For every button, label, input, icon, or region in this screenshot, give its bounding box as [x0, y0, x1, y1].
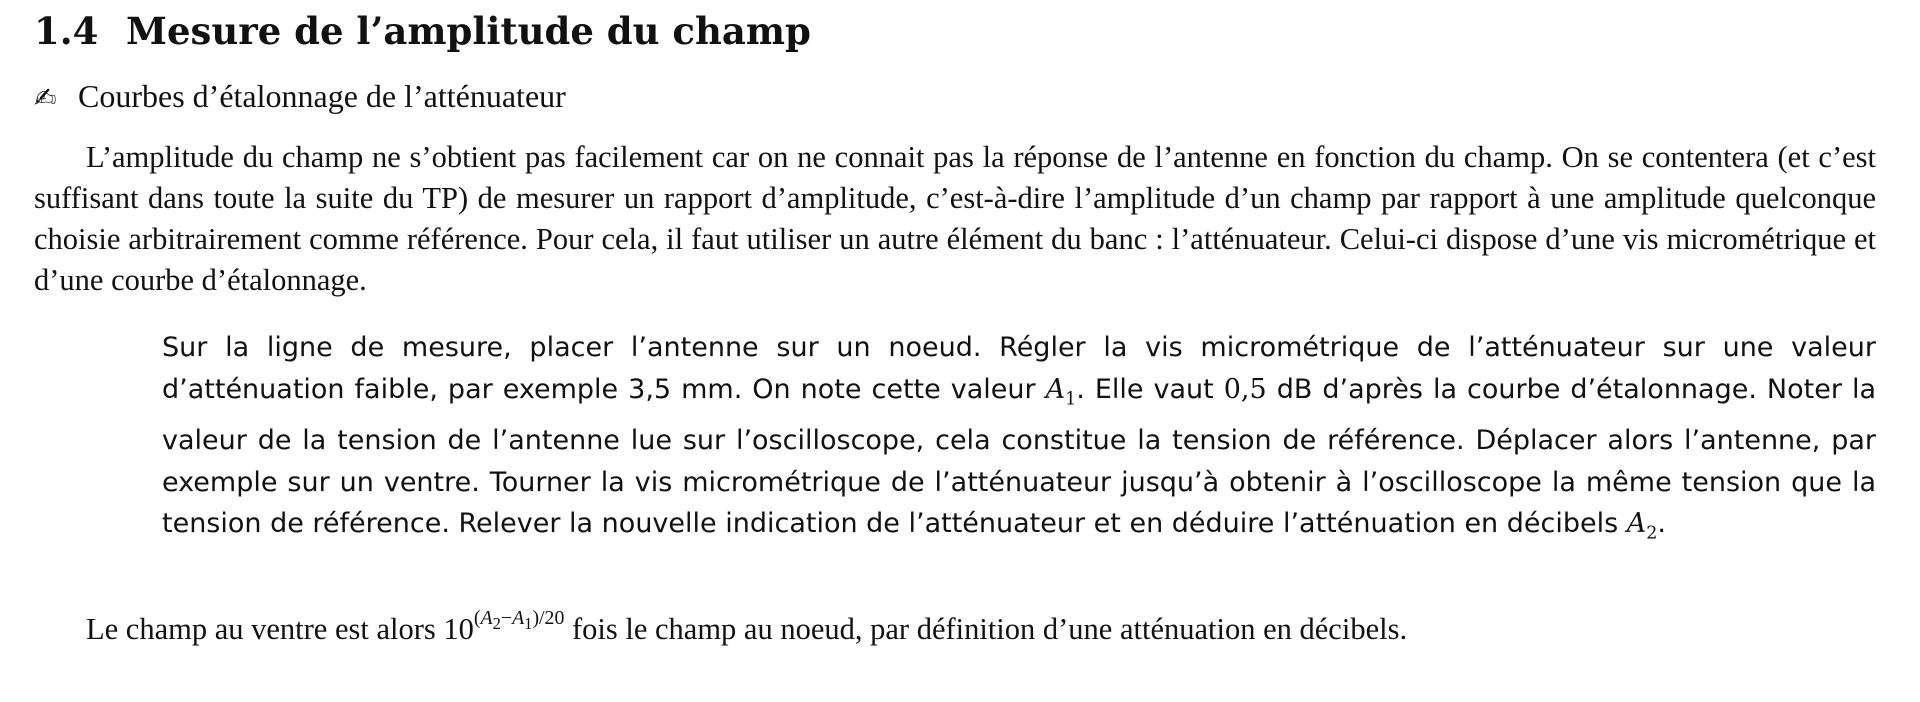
- procedure-paragraph: [162, 327, 1876, 555]
- variable-a2: $A_2$: [1626, 508, 1658, 544]
- power-base: 10: [443, 612, 474, 646]
- power-exponent: (A2−A1)/20: [473, 607, 565, 634]
- writing-hand-icon: ✍: [34, 83, 57, 114]
- section-number: 1.4: [34, 9, 99, 53]
- procedure-text-1: Sur la ligne de mesure, placer l’antenne sur un noeud. Régler la vis micrométrique de l’atténuateur sur une valeur d’atténuation faible, par exemple 3,5 mm. On note cette valeur: [162, 332, 1876, 405]
- conclusion-text-after: fois le champ au noeud, par définition d’une atténuation en décibels.: [564, 612, 1408, 646]
- subsection-heading: [34, 75, 566, 120]
- section-heading: [34, 8, 811, 54]
- conclusion-text-before: Le champ au ventre est alors: [86, 612, 444, 646]
- conclusion-paragraph: [86, 607, 1407, 651]
- section-title: Mesure de l’amplitude du champ: [126, 9, 811, 53]
- subsection-title: Courbes d’étalonnage de l’atténuateur: [78, 78, 566, 114]
- attenuation-value: 0,5: [1223, 373, 1267, 405]
- procedure-text-3: dB d’après la courbe d’étalonnage. Noter la valeur de la tension de l’antenne lue sur l’oscilloscope, cela constitue la tension de référence. Déplacer alors l’antenne, par exemple sur un ventre. Tourner la vis micrométrique de l’atténuateur jusqu’à obtenir à l’oscilloscope la même tension que la tension de référence. Relever la nouvelle indication de l’atténuateur et en déduire l’atténuation en décibels: [162, 373, 1876, 540]
- variable-a1: $A_1$: [1045, 373, 1077, 409]
- procedure-text-4: .: [1657, 508, 1666, 540]
- intro-paragraph: L’amplitude du champ ne s’obtient pas facilement car on ne connait pas la réponse de l’antenne en fonction du champ. On se contentera (et c’est suffisant dans toute la suite du TP) de mesurer un rapport d’amplitude, c’est-à-dire l’amplitude d’un champ par rapport à une amplitude quelconque choisie arbitrairement comme référence. Pour cela, il faut utiliser un autre élément du banc : l’atténuateur. Celui-ci dispose d’une vis micrométrique et d’une courbe d’étalonnage.: [34, 140, 1876, 297]
- procedure-text-2: . Elle vaut: [1076, 373, 1224, 405]
